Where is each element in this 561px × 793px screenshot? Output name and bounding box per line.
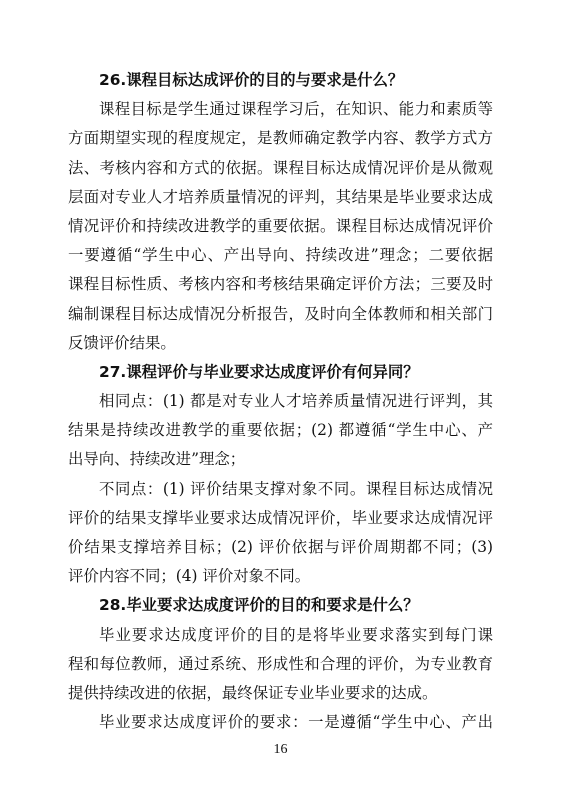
section-heading: 27.课程评价与毕业要求达成度评价有何异同？ [99,362,419,381]
page-content [68,66,493,737]
section-heading: 28.毕业要求达成度评价的目的和要求是什么？ [99,596,419,615]
page-number: 16 [273,742,288,757]
text-line: 一要遵循“学生中心、产出导向、持续改进”理念；二要依据 [68,246,493,265]
text-line: 评价的结果支撑毕业要求达成情况评价，毕业要求达成情况评 [68,508,493,527]
text-line: 程和每位教师，通过系统、形成性和合理的评价，为专业教育 [68,654,493,673]
text-line: 不同点：(1) 评价结果支撑对象不同。课程目标达成情况 [99,479,493,498]
text-line: 价结果支撑培养目标；(2) 评价依据与评价周期都不同；(3) [68,538,493,556]
text-line: 毕业要求达成度评价的要求：一是遵循“学生中心、产出 [99,713,493,732]
text-line: 法、考核内容和方式的依据。课程目标达成情况评价是从微观 [68,158,493,177]
text-line: 提供持续改进的依据，最终保证专业毕业要求的达成。 [68,683,438,702]
text-line: 课程目标是学生通过课程学习后，在知识、能力和素质等 [99,100,493,119]
text-line: 评价内容不同；(4) 评价对象不同。 [68,567,311,586]
text-line: 反馈评价结果。 [68,333,176,352]
text-line: 出导向、持续改进”理念； [68,450,246,469]
text-line: 结果是持续改进教学的重要依据；(2) 都遵循“学生中心、产 [68,421,493,440]
text-line: 层面对专业人才培养质量情况的评判，其结果是毕业要求达成 [68,187,493,206]
text-line: 课程目标性质、考核内容和考核结果确定评价方法；三要及时 [68,275,493,294]
text-line: 编制课程目标达成情况分析报告，及时向全体教师和相关部门 [68,304,493,323]
section-heading: 26.课程目标达成评价的目的与要求是什么？ [99,71,404,89]
text-line: 方面期望实现的程度规定，是教师确定教学内容、教学方式方 [68,129,493,148]
text-line: 毕业要求达成度评价的目的是将毕业要求落实到每门课 [99,625,493,644]
text-line: 情况评价和持续改进教学的重要依据。课程目标达成情况评价 [68,216,493,235]
text-line: 相同点：(1) 都是对专业人才培养质量情况进行评判，其 [99,392,493,411]
